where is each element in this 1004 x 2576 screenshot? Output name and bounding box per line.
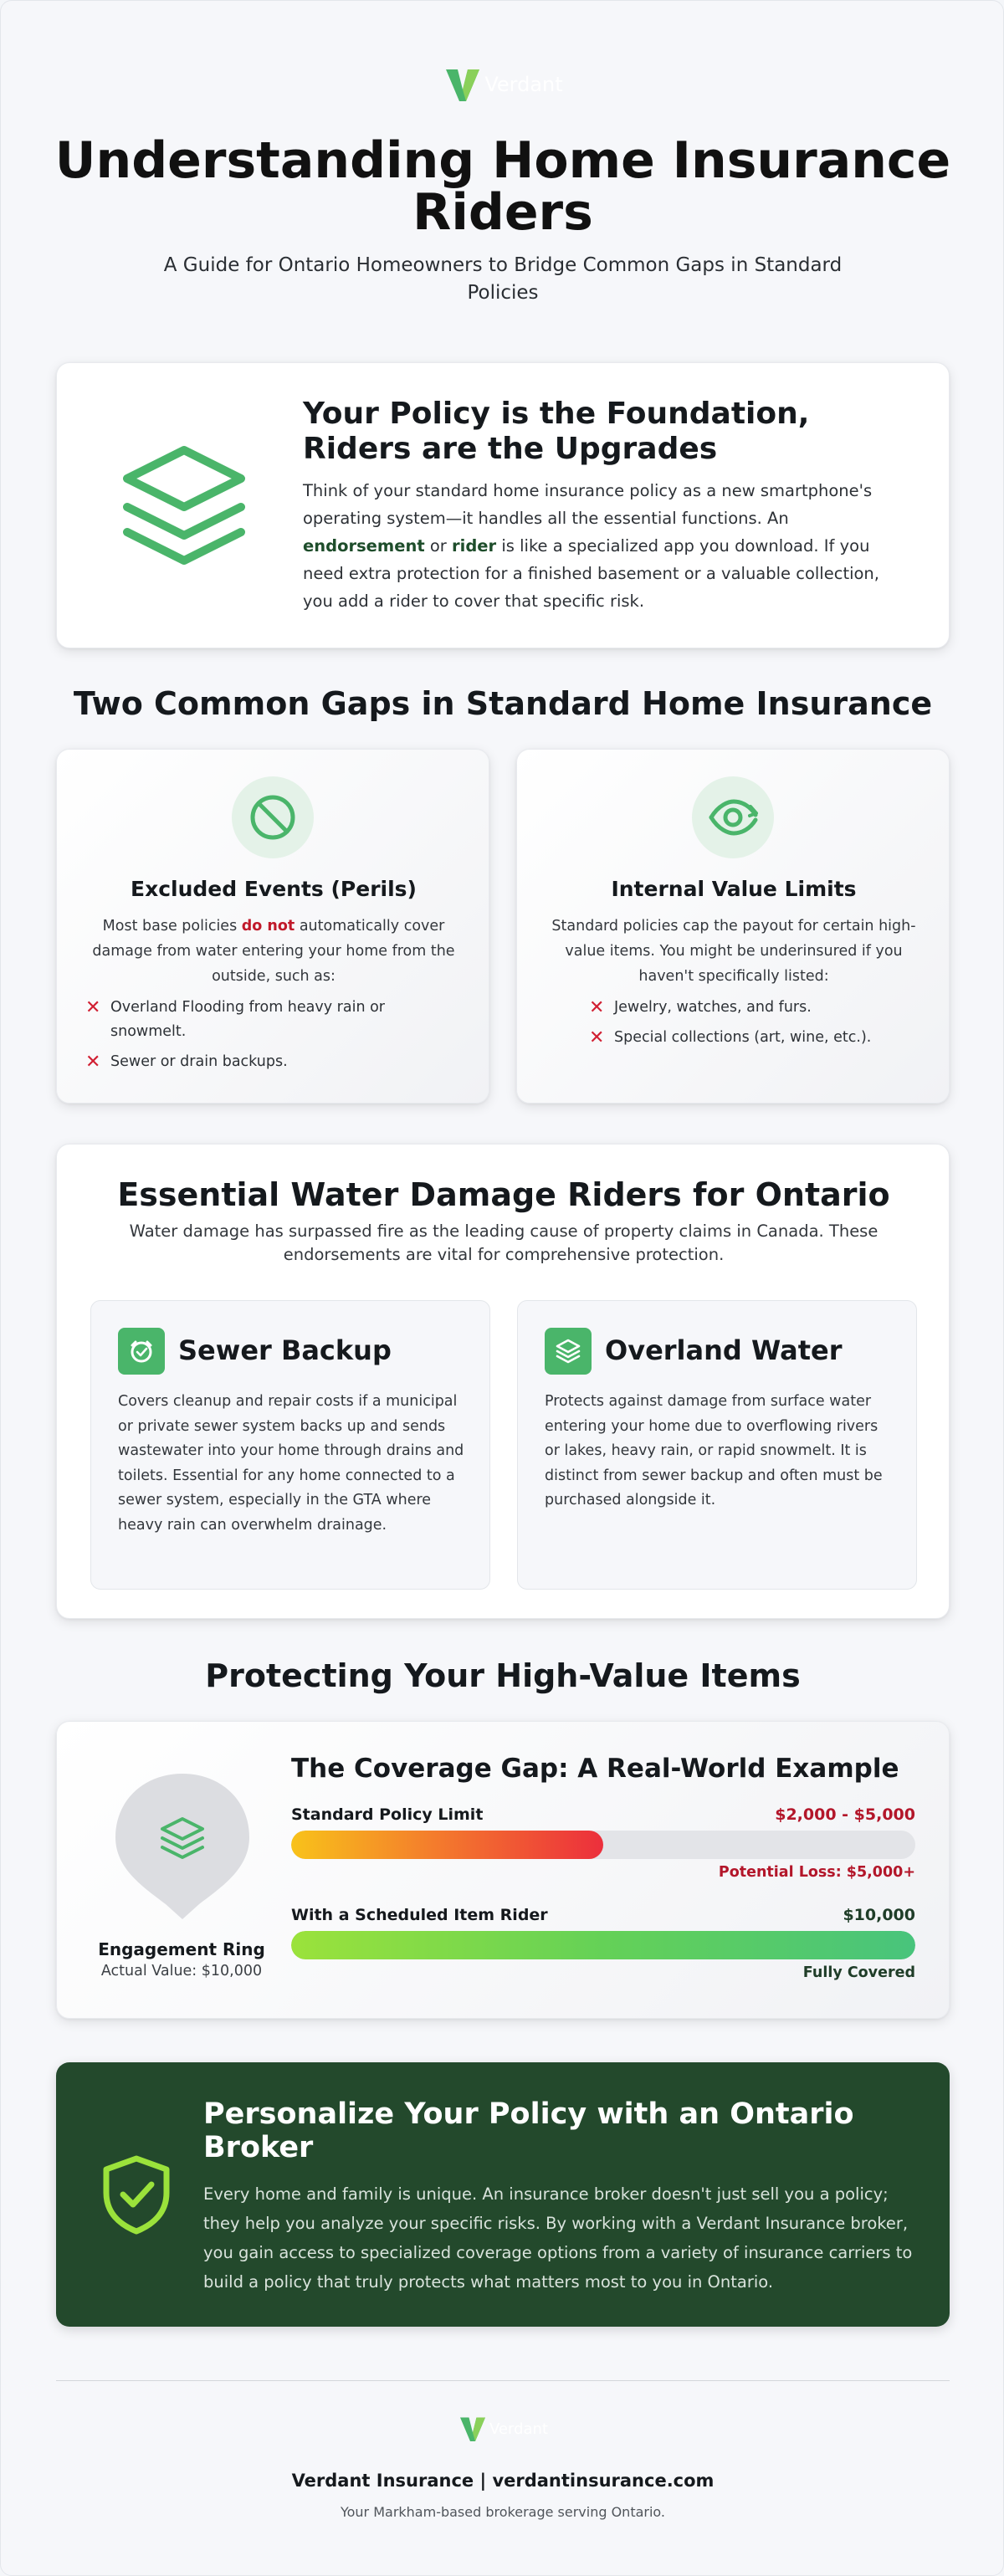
excluded-list	[85, 996, 453, 1080]
x-icon: ✕	[589, 1027, 605, 1048]
progress-fill	[291, 1931, 915, 1959]
valuables-list	[589, 996, 924, 1056]
coverage-gap-card	[56, 1721, 950, 2019]
rider-title: Sewer Backup	[178, 1334, 392, 1366]
foundation-card	[56, 362, 950, 648]
sewer-icon	[127, 1337, 156, 1365]
list-item: ✕ Overland Flooding from heavy rain or snowmelt.	[85, 997, 385, 1040]
coverage-title: The Coverage Gap: A Real-World Example	[291, 1754, 899, 1784]
endorsement-keyword: endorsement	[303, 536, 425, 556]
logo-wordmark: Verdant	[489, 2420, 548, 2438]
high-value-heading: Protecting Your High-Value Items	[205, 1657, 801, 1694]
water-layers-icon	[554, 1337, 582, 1365]
item-label: Engagement Ring	[98, 1939, 265, 1959]
logo-wordmark: Verdant	[484, 73, 563, 96]
card-title: Internal Value Limits	[611, 877, 857, 901]
broker-callout	[56, 2062, 950, 2327]
page-title: Understanding Home Insurance Riders	[54, 131, 951, 242]
standard-limit-bar	[291, 1805, 915, 1881]
foundation-text: Think of your standard home insurance policy as a new smartphone's operating system—it handles all the essential functions. An endorsement or rider is like a specialized app you download. If you need extra protection for a finished basement or a valuable collection, you add a rider to cover that specific risk.	[303, 481, 879, 611]
fully-covered-note: Fully Covered	[802, 1964, 915, 1981]
progress-track	[291, 1831, 915, 1859]
list-item: ✕ Jewelry, watches, and furs.	[589, 997, 812, 1018]
leaf-logo-icon	[458, 2414, 488, 2444]
location-pin-icon	[112, 1770, 253, 1921]
card-description: Most base policies do not automatically cover damage from water entering your home from the outside, such as:	[92, 918, 455, 985]
page-subtitle: A Guide for Ontario Homeowners to Bridge Common Gaps in Standard Policies	[163, 254, 843, 304]
bar-amount: $2,000 - $5,000	[775, 1805, 915, 1824]
rider-text: Covers cleanup and repair costs if a municipal or private sewer system backs up and sends wastewater into your home through drains and toilets. Essential for any home connected to a sewer system, especially in the GTA where heavy rain can overwhelm drainage.	[118, 1393, 464, 1534]
progress-fill	[291, 1831, 603, 1859]
excluded-events-card	[56, 749, 489, 1104]
layers-icon	[119, 438, 249, 569]
bar-label: With a Scheduled Item Rider	[291, 1906, 548, 1924]
ban-icon	[248, 793, 297, 842]
x-icon: ✕	[85, 1052, 101, 1073]
progress-track	[291, 1931, 915, 1959]
shield-check-icon	[101, 2154, 172, 2235]
overland-icon-badge	[545, 1328, 592, 1375]
water-riders-card	[56, 1144, 950, 1619]
foundation-title: Your Policy is the Foundation, Riders are the Upgrades	[303, 397, 810, 466]
footer-tagline: Your Markham-based brokerage serving Ontario.	[340, 2504, 666, 2520]
broker-text: Every home and family is unique. An insurance broker doesn't just sell you a policy; they help you analyze your specific risks. By working with a Verdant Insurance broker, you gain access to specialized coverage options from a variety of insurance carriers to build a policy that truly protects what matters most to you in Ontario.	[203, 2184, 913, 2292]
potential-loss-note: Potential Loss: $5,000+	[718, 1864, 915, 1881]
overland-water-box	[517, 1300, 917, 1590]
x-icon: ✕	[85, 997, 101, 1018]
bar-label: Standard Policy Limit	[291, 1805, 484, 1824]
x-icon: ✕	[589, 997, 605, 1018]
list-item: ✕ Special collections (art, wine, etc.).	[589, 1027, 872, 1048]
brand-logo	[1, 59, 1004, 110]
water-title: Essential Water Damage Riders for Ontario	[117, 1176, 890, 1213]
broker-title: Personalize Your Policy with an Ontario Broker	[203, 2097, 854, 2164]
card-title: Excluded Events (Perils)	[131, 877, 417, 901]
eye-icon	[707, 796, 759, 838]
footer-divider	[56, 2380, 950, 2381]
sewer-backup-box	[90, 1300, 490, 1590]
item-value: Actual Value: $10,000	[100, 1963, 263, 1979]
water-description: Water damage has surpassed fire as the leading cause of property claims in Canada. These endorsements are vital for comprehensive protection.	[129, 1221, 878, 1264]
gaps-heading: Two Common Gaps in Standard Home Insurance	[73, 685, 933, 722]
footer-logo	[1, 2410, 1004, 2447]
rider-keyword: rider	[452, 536, 497, 556]
footer-company: Verdant Insurance | verdantinsurance.com	[291, 2471, 715, 2491]
eye-icon-badge	[692, 776, 774, 858]
list-item: ✕ Sewer or drain backups.	[85, 1052, 288, 1073]
scheduled-rider-bar	[291, 1906, 915, 1981]
leaf-logo-icon	[443, 64, 483, 105]
bar-amount: $10,000	[843, 1906, 915, 1924]
sewer-icon-badge	[118, 1328, 165, 1375]
rider-title: Overland Water	[605, 1334, 843, 1366]
do-not-emphasis: do not	[241, 918, 295, 935]
ban-icon-badge	[232, 776, 314, 858]
card-description: Standard policies cap the payout for certain high-value items. You might be underinsured if you haven't specifically listed:	[551, 918, 916, 985]
rider-text: Protects against damage from surface water entering your home due to overflowing rivers or lakes, heavy rain, or rapid snowmelt. It is distinct from sewer backup and often must be purchased alongside it.	[545, 1393, 883, 1508]
internal-limits-card	[516, 749, 950, 1104]
